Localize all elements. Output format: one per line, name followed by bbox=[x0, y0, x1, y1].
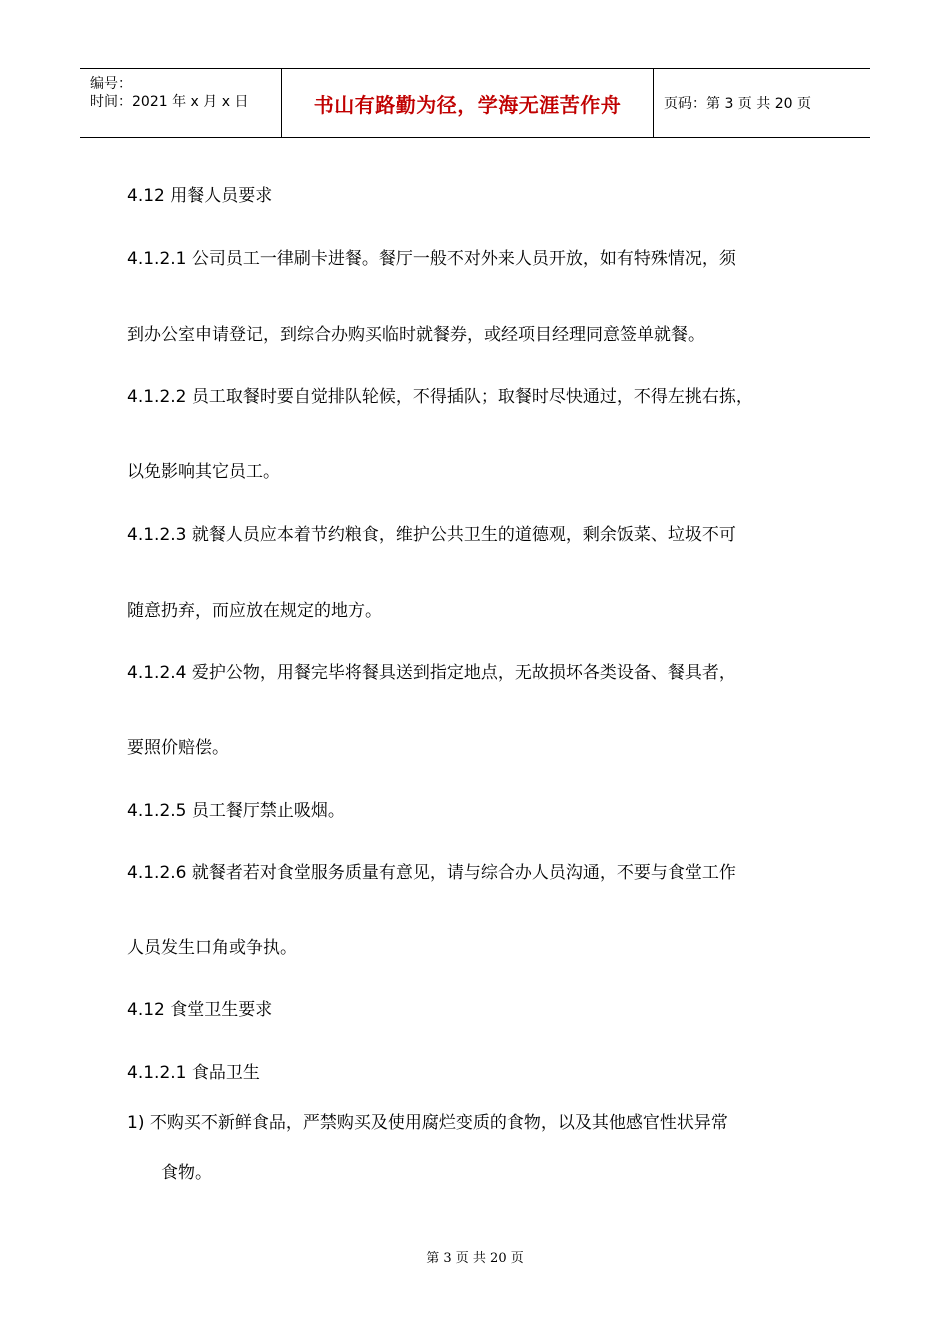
header-motto-cell bbox=[281, 69, 654, 137]
header-page-info: 页码：第 3 页 共 20 页 bbox=[664, 96, 811, 112]
paragraph-line: 4.1.2.1 公司员工一律刷卡进餐。餐厅一般不对外来人员开放，如有特殊情况，须 bbox=[127, 249, 736, 269]
paragraph-line: 以免影响其它员工。 bbox=[127, 462, 280, 482]
document-date-label: 时间：2021 年 x 月 x 日 bbox=[90, 94, 249, 110]
document-number-label: 编号： bbox=[90, 76, 132, 92]
header-motto: 书山有路勤为径，学海无涯苦作舟 bbox=[313, 92, 622, 117]
paragraph-line: 4.1.2.5 员工餐厅禁止吸烟。 bbox=[127, 801, 345, 821]
list-item: 1) 不购买不新鲜食品，严禁购买及使用腐烂变质的食物，以及其他感官性状异常 bbox=[127, 1113, 728, 1133]
paragraph-line: 4.1.2.3 就餐人员应本着节约粮食，维护公共卫生的道德观，剩余饭菜、垃圾不可 bbox=[127, 525, 736, 545]
paragraph-line: 人员发生口角或争执。 bbox=[127, 938, 297, 958]
page-footer: 第 3 页 共 20 页 bbox=[426, 1251, 524, 1266]
header-page-cell bbox=[654, 69, 870, 137]
subsection-heading: 4.1.2.1 食品卫生 bbox=[127, 1063, 260, 1083]
paragraph-line: 4.1.2.2 员工取餐时要自觉排队轮候，不得插队；取餐时尽快通过，不得左挑右拣， bbox=[127, 387, 753, 407]
paragraph-line: 随意扔弃，而应放在规定的地方。 bbox=[127, 601, 382, 621]
section-heading: 4.12 用餐人员要求 bbox=[127, 186, 273, 206]
paragraph-line: 要照价赔偿。 bbox=[127, 738, 229, 758]
section-heading: 4.12 食堂卫生要求 bbox=[127, 1000, 273, 1020]
paragraph-line: 4.1.2.4 爱护公物，用餐完毕将餐具送到指定地点，无故损坏各类设备、餐具者， bbox=[127, 663, 736, 683]
page-header bbox=[80, 68, 870, 138]
paragraph-line: 4.1.2.6 就餐者若对食堂服务质量有意见，请与综合办人员沟通，不要与食堂工作 bbox=[127, 863, 736, 883]
list-item-continuation: 食物。 bbox=[161, 1163, 212, 1183]
header-left-cell bbox=[80, 69, 281, 137]
paragraph-line: 到办公室申请登记，到综合办购买临时就餐券，或经项目经理同意签单就餐。 bbox=[127, 325, 705, 345]
